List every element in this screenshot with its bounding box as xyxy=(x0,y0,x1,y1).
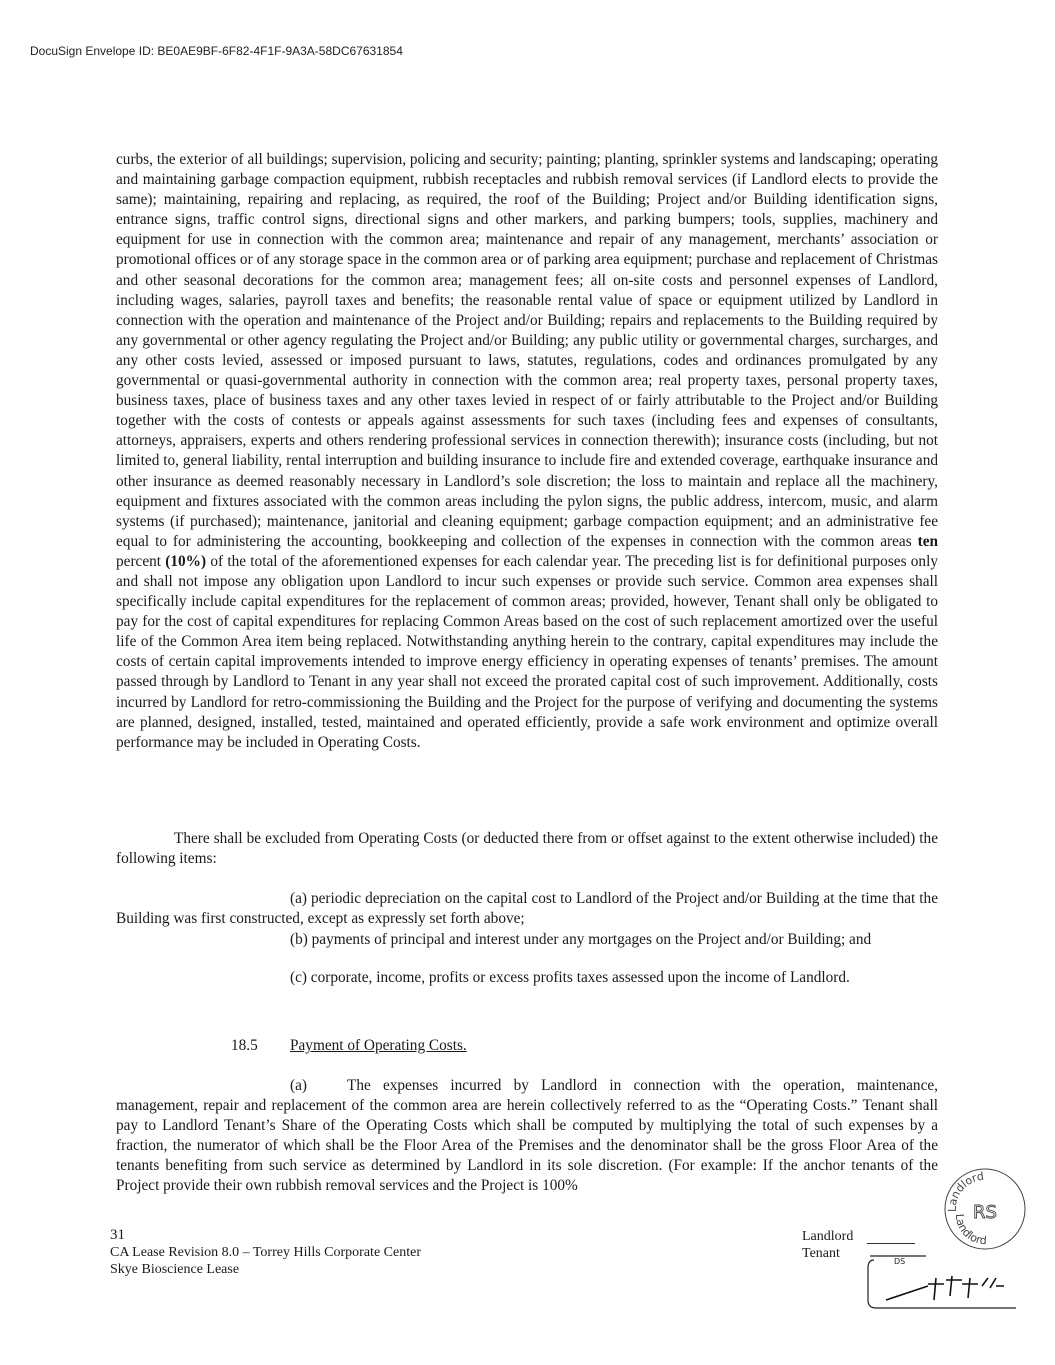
exclusion-item-c-text: (c) corporate, income, profits or excess profits taxes assessed upon the income of Landlord. xyxy=(290,969,850,986)
tenant-initials-scribble xyxy=(886,1276,1004,1300)
page-footer xyxy=(110,1227,421,1278)
tenant-initial-label: Tenant xyxy=(802,1246,840,1261)
payment-paragraph-text: The expenses incurred by Landlord in connection with the operation, maintenance, management, repair and replacement of the common area are herein collectively referred to as the “Operating Costs.” Tenant shall pay to Landlord Tenant’s Share of the Operating Costs which shall be computed by multiplying the total of such expenses by a fraction, the numerator of which shall be the Floor Area of the Premises and the denominator shall be the gross Floor Area of the tenants benefiting from such service as determined by Landlord in its sole discretion. (For example: If the anchor tenants of the Project provide their own rubbish removal services and the Project is 100% xyxy=(116,1077,938,1195)
footer-lease-name: Skye Bioscience Lease xyxy=(110,1262,240,1277)
exclusion-item-a xyxy=(116,889,938,929)
section-title: Payment of Operating Costs. xyxy=(290,1037,467,1054)
exclusion-item-b xyxy=(116,930,938,950)
seal-top-text: Landlord xyxy=(945,1169,985,1213)
para1-text-b: percent xyxy=(116,552,166,570)
payment-operating-costs-paragraph xyxy=(116,1076,938,1197)
ds-label: DS xyxy=(894,1257,906,1266)
exclusions-intro-paragraph xyxy=(116,829,938,869)
tenant-docusign-initials-box xyxy=(866,1254,1026,1312)
payment-subsection-label: (a) xyxy=(290,1077,307,1094)
para1-text-c: of the total of the aforementioned expenses for each calendar year. The preceding list is for definitional purposes only and shall not impose any obligation upon Landlord to incur such expenses or provide such service. Common area expenses shall specifically include capital expenditures for the replacement of common areas; provided, however, Tenant shall only be obligated to pay for the cost of capital expenditures for replacing Common Areas based on the cost of such replacement amortized over the useful life of the Common Area item being replaced. Notwithstanding anything herein to the contrary, capital expenditures may include the costs of certain capital improvements intended to improve energy efficiency in operating expenses of tenants’ premises. The amount passed through by Landlord to Tenant in any year shall not exceed the prorated capital cost of such improvement. Additionally, costs incurred by Landlord for retro-commissioning the Building and the Project for the purpose of verifying and documenting the systems are planned, designed, installed, tested, maintained and operated efficiently, provide a safe work environment and optimize overall performance may be included in Operating Costs. xyxy=(116,552,938,751)
operating-costs-definition-paragraph xyxy=(116,150,938,753)
page-number: 31 xyxy=(110,1227,125,1243)
para1-text-a: curbs, the exterior of all buildings; supervision, policing and security; painting; planting, sprinkler systems and landscaping; operating and maintaining garbage compaction equipment, rubbish receptacles and rubbish removal services (if Landlord elects to provide the same); maintaining, repairing and replacing, as required, the roof of the Building; Project and/or Building identification signs, entrance signs, traffic control signs, directional signs and other markers, and parking bumpers; tools, supplies, machinery and equipment for use in connection with the common area; maintenance and repair of any management, merchants’ association or promotional offices or of any storage space in the common area or of parking area equipment; purchase and replacement of Christmas and other seasonal decorations for the common area; management fees; all on-site costs and personnel expenses of Landlord, including wages, salaries, payroll taxes and benefits; the reasonable rental value of space or equipment utilized by Landlord in connection with the operation and maintenance of the Project and/or Building; repairs and replacements to the Building required by any governmental or other agency regulating the Project and/or Building; any public utility or governmental charges, surcharges, and any other costs levied, assessed or imposed pursuant to laws, statutes, regulations, codes and ordinances promulgated by any governmental or quasi-governmental authority in connection with the common area; real property taxes, personal property taxes, business taxes, place of business taxes and any other taxes levied in respect of or fairly attributable to the Project and/or Building together with the costs of contests or appeals against assessments for such taxes (including fees and expenses of consultants, attorneys, appraisers, experts and others rendering professional services in connection therewith); insurance costs (including, but not limited to, general liability, rental interruption and building insurance to include fire and extended coverage, earthquake insurance and other insurance as deemed reasonably necessary in Landlord’s sole discretion; the loss to maintain and replace all the machinery, equipment and fixtures associated with the common areas including the pylon signs, the public address, intercom, music, and alarm systems (if purchased); maintenance, janitorial and cleaning equipment; garbage compaction equipment; and an administrative fee equal to for administering the accounting, bookkeeping and collection of the expenses in connection with the common areas xyxy=(116,151,938,550)
exclusion-item-c xyxy=(116,968,938,988)
seal-initials: RS xyxy=(973,1202,997,1223)
exclusion-item-b-text: (b) payments of principal and interest under any mortgages on the Project and/or Building; and xyxy=(290,931,872,948)
seal-bottom-text: Landlord xyxy=(952,1213,988,1248)
docusign-envelope-id: DocuSign Envelope ID: BE0AE9BF-6F82-4F1F-9A3A-58DC67631854 xyxy=(30,44,403,58)
exclusions-intro-text: There shall be excluded from Operating Costs (or deducted there from or offset against to the extent otherwise included) the following items: xyxy=(116,830,938,868)
landlord-initial-label: Landlord xyxy=(802,1229,854,1244)
landlord-initial-line xyxy=(867,1243,915,1244)
para1-ten: ten xyxy=(917,532,938,550)
landlord-seal-stamp xyxy=(942,1166,1028,1252)
exclusion-item-a-text: (a) periodic depreciation on the capital cost to Landlord of the Project and/or Building at the time that the Building was first constructed, except as expressly set forth above; xyxy=(116,890,938,928)
para1-ten-percent: (10%) xyxy=(165,552,207,570)
footer-lease-revision: CA Lease Revision 8.0 – Torrey Hills Corporate Center xyxy=(110,1245,421,1260)
section-number: 18.5 xyxy=(231,1037,258,1054)
